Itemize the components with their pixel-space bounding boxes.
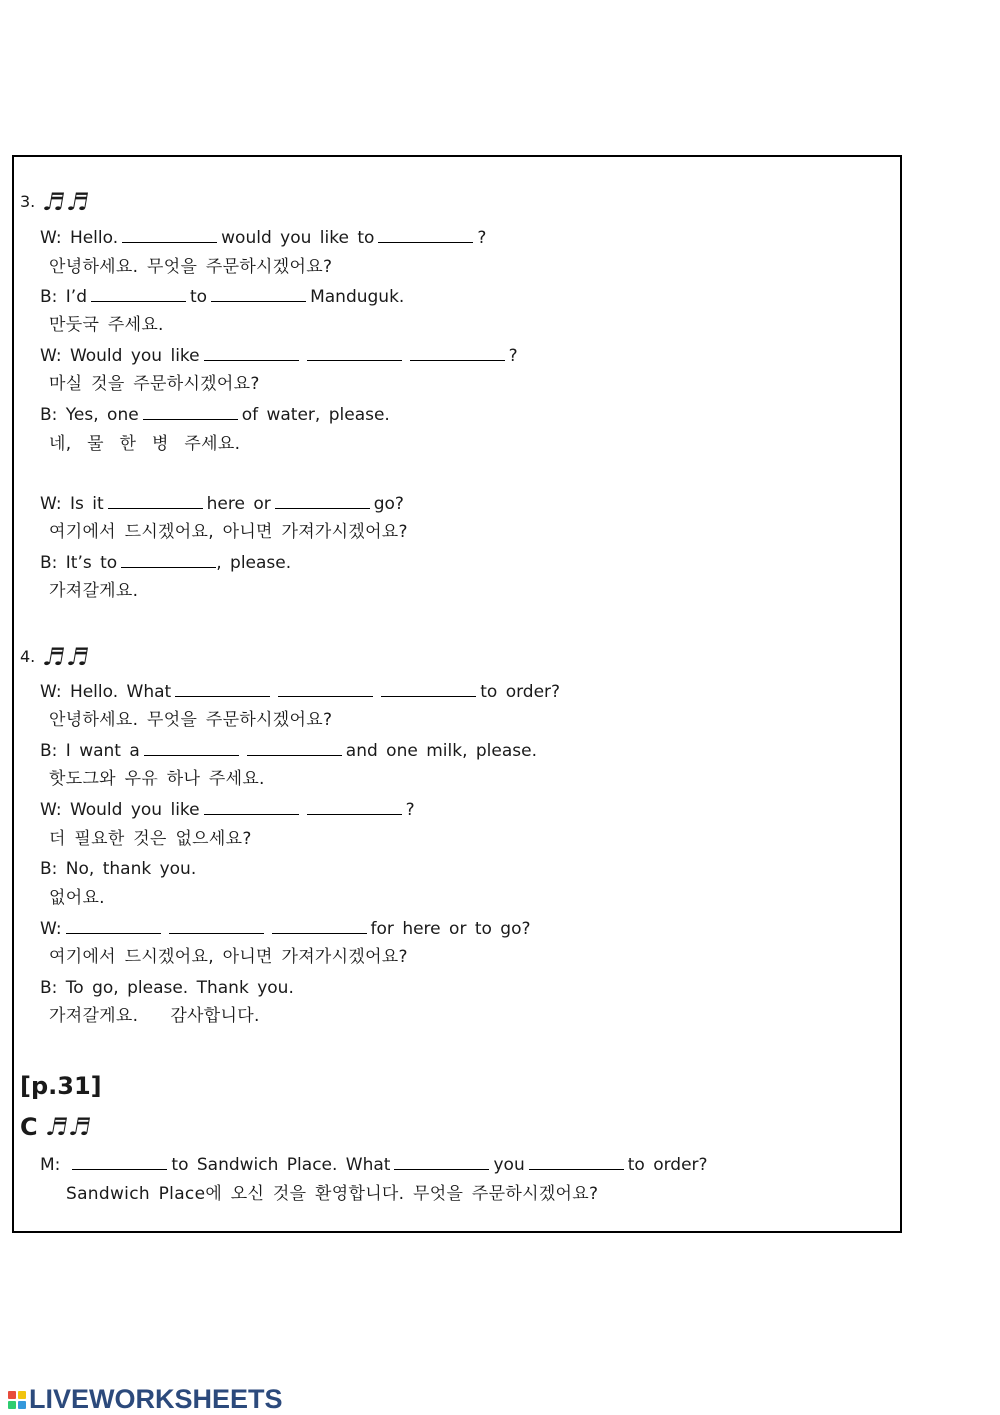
- korean-translation: 가져갈게요.: [49, 581, 139, 601]
- dialogue-line: B: No, thank you.: [40, 859, 197, 879]
- answer-blank[interactable]: [247, 754, 342, 756]
- section-number: 3.: [20, 192, 36, 211]
- korean-translation: 여기에서 드시겠어요, 아니면 가져가시겠어요?: [49, 522, 408, 542]
- korean-translation: 안녕하세요. 무엇을 주문하시겠어요?: [49, 257, 333, 277]
- korean-translation: 없어요.: [49, 888, 105, 908]
- page-reference: [p.31]: [20, 1072, 102, 1100]
- logo-blocks-icon: [8, 1391, 26, 1409]
- answer-blank[interactable]: [175, 695, 270, 697]
- dialogue-line: W: Is it here or go?: [40, 494, 404, 514]
- korean-translation: Sandwich Place에 오신 것을 환영합니다. 무엇을 주문하시겠어요?: [66, 1184, 599, 1204]
- korean-translation: 여기에서 드시겠어요, 아니면 가져가시겠어요?: [49, 947, 408, 967]
- answer-blank[interactable]: [529, 1168, 624, 1170]
- korean-translation: 마실 것을 주문하시겠어요?: [49, 374, 260, 394]
- music-notes-icon: ♬ ♬: [43, 1113, 94, 1141]
- answer-blank[interactable]: [307, 359, 402, 361]
- dialogue-line: W: Would you like ?: [40, 346, 518, 366]
- liveworksheets-logo: [8, 1384, 283, 1415]
- answer-blank[interactable]: [204, 813, 299, 815]
- dialogue-line: B: I want a and one milk, please.: [40, 741, 537, 761]
- korean-translation: 더 필요한 것은 없으세요?: [49, 829, 252, 849]
- korean-translation: 만둣국 주세요.: [49, 315, 164, 335]
- answer-blank[interactable]: [144, 754, 239, 756]
- korean-translation: 가져갈게요. 감사합니다.: [49, 1006, 260, 1026]
- answer-blank[interactable]: [275, 507, 370, 509]
- answer-blank[interactable]: [169, 932, 264, 934]
- korean-translation: 안녕하세요. 무엇을 주문하시겠어요?: [49, 710, 333, 730]
- dialogue-line: M: to Sandwich Place. What you to order?: [40, 1155, 708, 1175]
- answer-blank[interactable]: [394, 1168, 489, 1170]
- section-number: 4.: [20, 647, 36, 666]
- dialogue-line: W: Would you like ?: [40, 800, 415, 820]
- answer-blank[interactable]: [410, 359, 505, 361]
- answer-blank[interactable]: [378, 241, 473, 243]
- answer-blank[interactable]: [72, 1168, 167, 1170]
- logo-text: LIVEWORKSHEETS: [29, 1384, 283, 1414]
- dialogue-line: W: Hello. What to order?: [40, 682, 561, 702]
- dialogue-line: B: To go, please. Thank you.: [40, 978, 294, 998]
- section-label: C: [20, 1113, 38, 1141]
- korean-translation: 핫도그와 우유 하나 주세요.: [49, 769, 265, 789]
- answer-blank[interactable]: [381, 695, 476, 697]
- answer-blank[interactable]: [66, 932, 161, 934]
- korean-translation: 네, 물 한 병 주세요.: [49, 434, 241, 454]
- answer-blank[interactable]: [272, 932, 367, 934]
- answer-blank[interactable]: [211, 300, 306, 302]
- dialogue-line: B: I’d to Manduguk.: [40, 287, 405, 307]
- answer-blank[interactable]: [307, 813, 402, 815]
- section-c-header: [20, 1113, 94, 1141]
- answer-blank[interactable]: [143, 418, 238, 420]
- answer-blank[interactable]: [91, 300, 186, 302]
- dialogue-line: W: Hello. would you like to ?: [40, 228, 487, 248]
- dialogue-line: W: for here or to go?: [40, 919, 531, 939]
- music-notes-icon: ♬ ♬: [40, 188, 91, 216]
- dialogue-line: B: It’s to , please.: [40, 553, 292, 573]
- section-4-header: [20, 643, 91, 671]
- answer-blank[interactable]: [278, 695, 373, 697]
- answer-blank[interactable]: [204, 359, 299, 361]
- answer-blank[interactable]: [108, 507, 203, 509]
- dialogue-line: B: Yes, one of water, please.: [40, 405, 390, 425]
- answer-blank[interactable]: [121, 566, 216, 568]
- section-3-header: [20, 188, 91, 216]
- music-notes-icon: ♬ ♬: [40, 643, 91, 671]
- answer-blank[interactable]: [122, 241, 217, 243]
